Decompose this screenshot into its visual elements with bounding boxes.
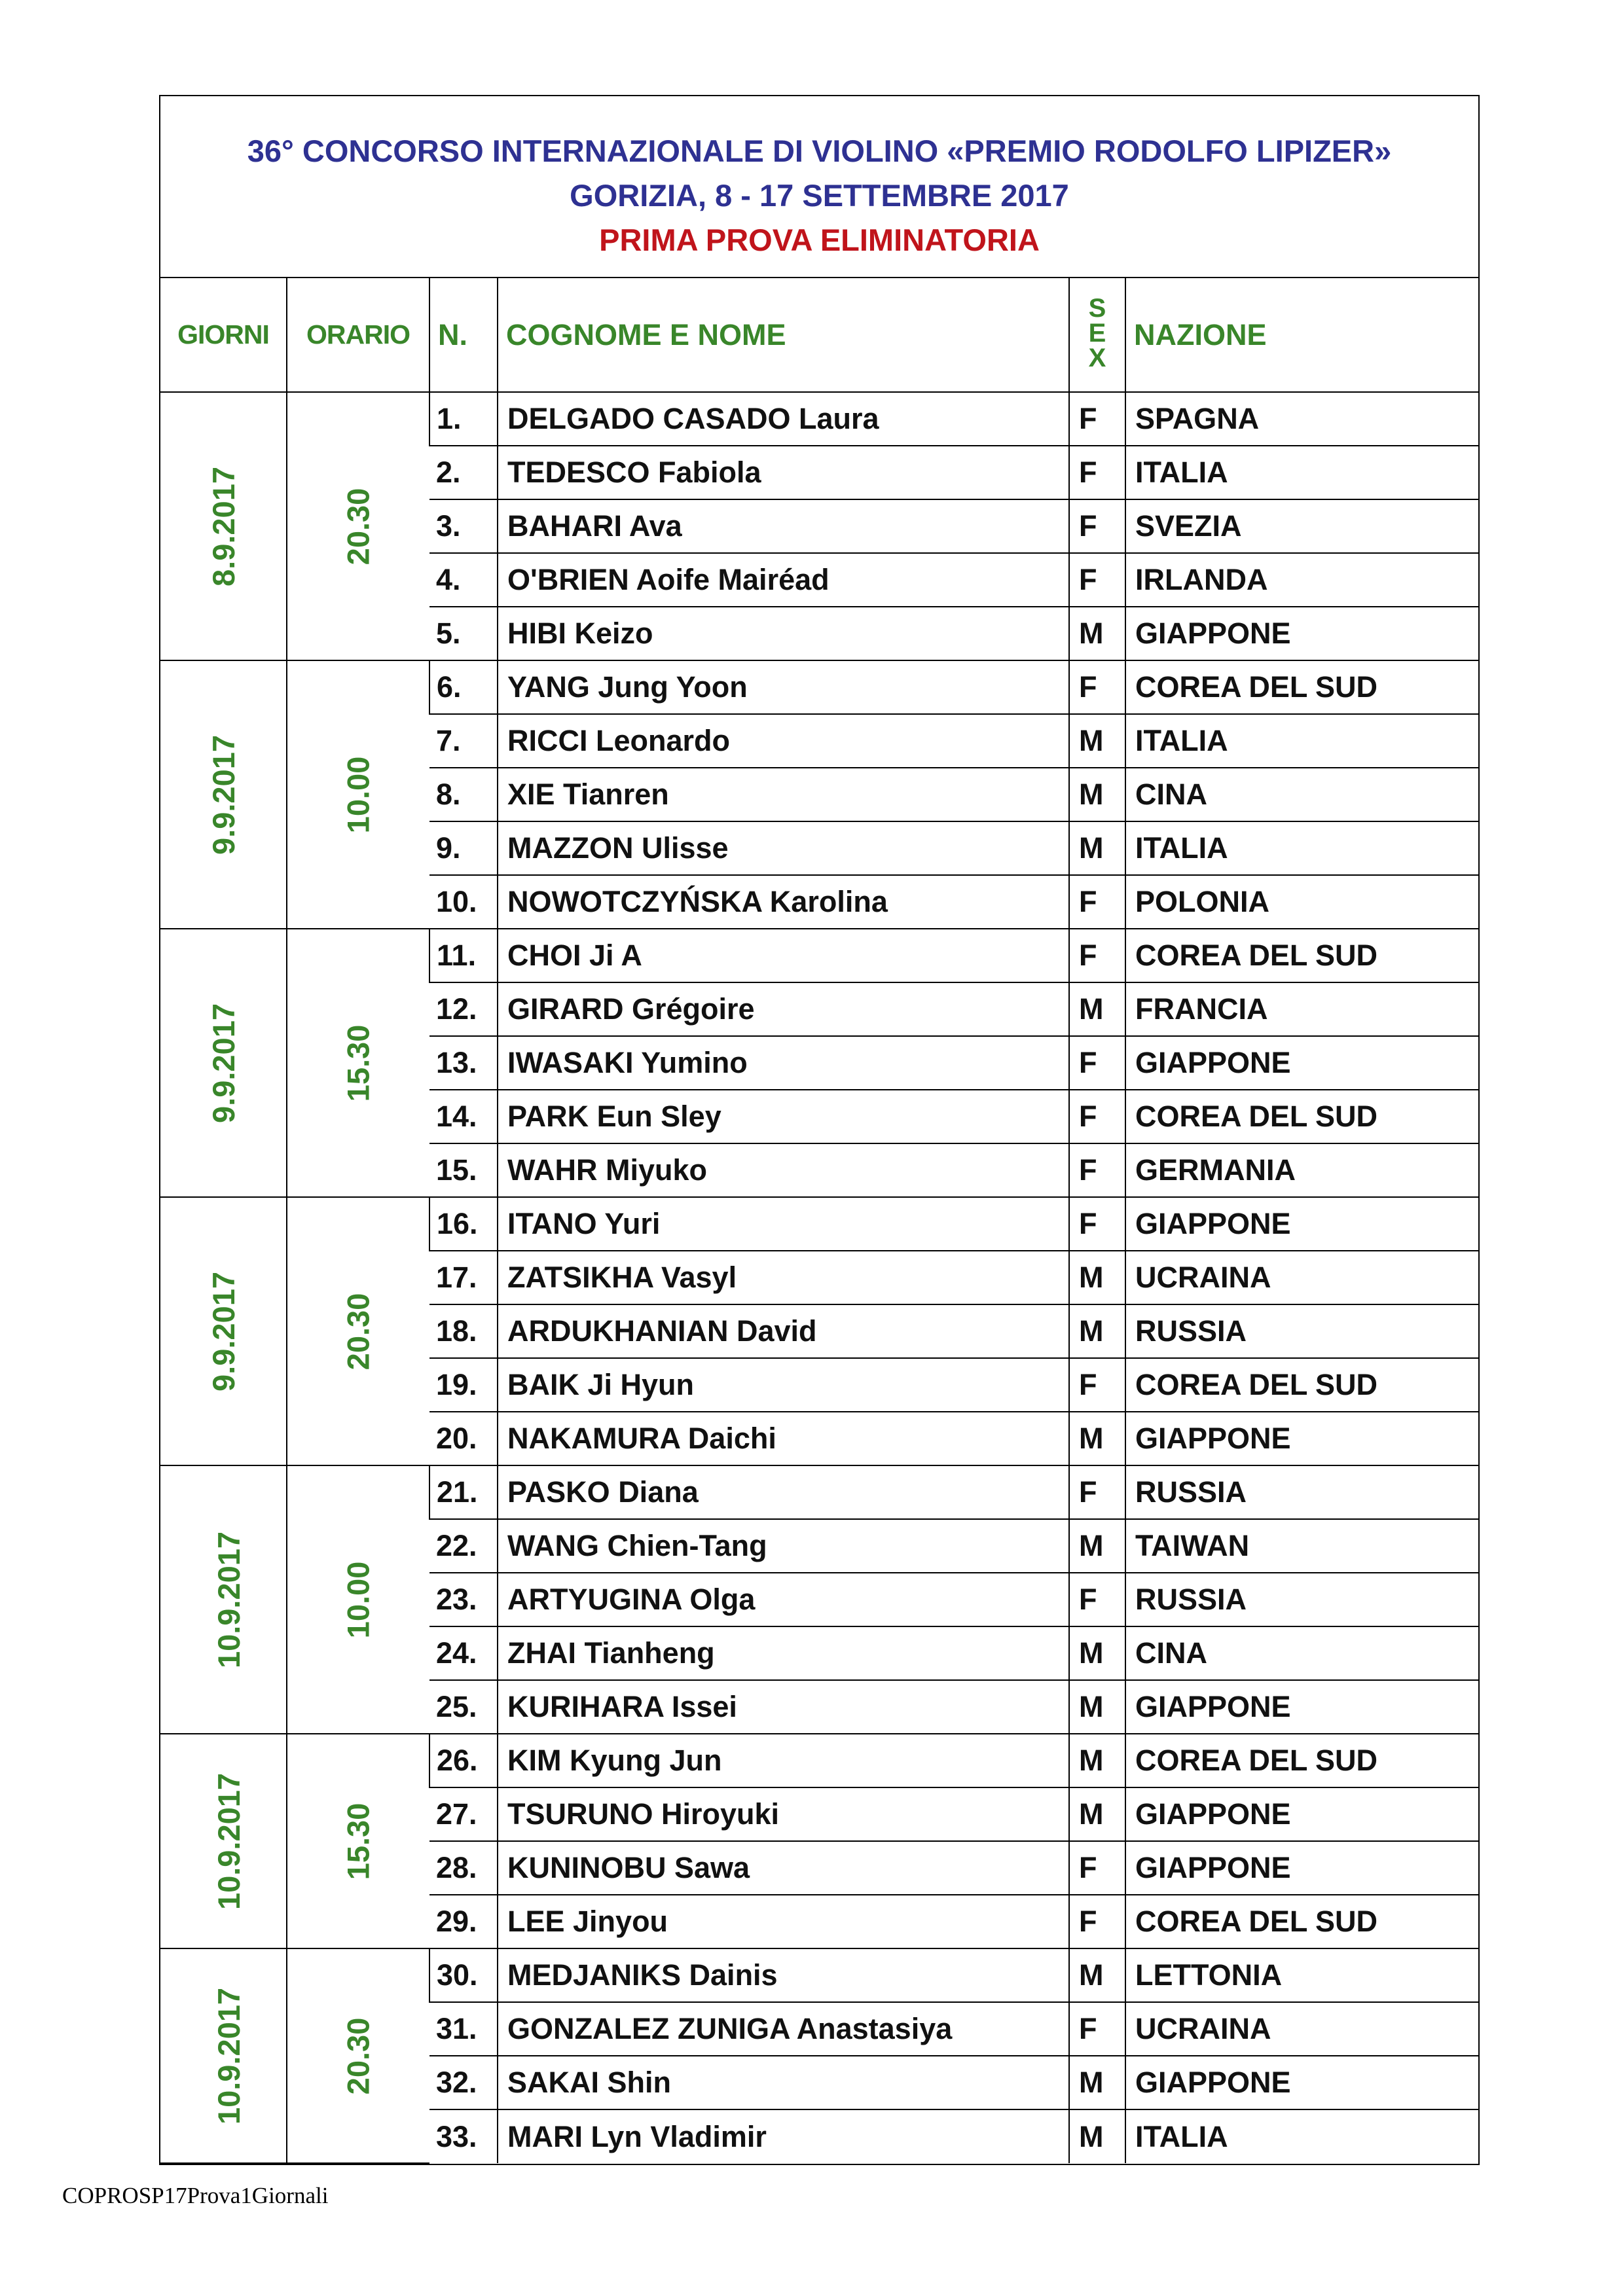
participant-nation: CINA <box>1125 768 1480 821</box>
participant-name: MEDJANIKS Dainis <box>498 1948 1069 2002</box>
time-label: 10.00 <box>340 756 376 833</box>
time-cell <box>287 1465 429 1734</box>
participant-name: RICCI Leonardo <box>498 714 1069 768</box>
day-label: 10.9.2017 <box>211 1531 247 1668</box>
participant-name: GIRARD Grégoire <box>498 982 1069 1036</box>
participant-sex: M <box>1069 1412 1125 1465</box>
participant-name: YANG Jung Yoon <box>498 660 1069 714</box>
participant-number: 5. <box>429 607 498 660</box>
participant-sex: M <box>1069 1734 1125 1787</box>
day-cell <box>160 1948 287 2163</box>
day-cell <box>160 929 287 1197</box>
participant-name: KUNINOBU Sawa <box>498 1841 1069 1895</box>
participant-nation: ITALIA <box>1125 714 1480 768</box>
participant-name: HIBI Keizo <box>498 607 1069 660</box>
time-label: 15.30 <box>340 1024 376 1102</box>
participant-number: 32. <box>429 2056 498 2109</box>
participant-number: 31. <box>429 2002 498 2056</box>
participant-sex: M <box>1069 982 1125 1036</box>
participant-sex: F <box>1069 446 1125 499</box>
participant-sex: F <box>1069 1090 1125 1143</box>
participant-nation: RUSSIA <box>1125 1573 1480 1626</box>
participant-name: MAZZON Ulisse <box>498 821 1069 875</box>
participant-name: GONZALEZ ZUNIGA Anastasiya <box>498 2002 1069 2056</box>
participant-number: 27. <box>429 1787 498 1841</box>
participant-number: 2. <box>429 446 498 499</box>
participant-nation: SPAGNA <box>1125 392 1480 446</box>
participant-sex: F <box>1069 875 1125 929</box>
schedule-sheet <box>159 95 1480 2165</box>
participant-number: 26. <box>429 1734 498 1787</box>
participant-sex: M <box>1069 1304 1125 1358</box>
participant-name: TSURUNO Hiroyuki <box>498 1787 1069 1841</box>
participant-sex: F <box>1069 929 1125 982</box>
participant-name: PASKO Diana <box>498 1465 1069 1519</box>
column-header-name: COGNOME E NOME <box>498 278 1069 392</box>
participant-name: LEE Jinyou <box>498 1895 1069 1948</box>
participant-nation: LETTONIA <box>1125 1948 1480 2002</box>
participant-name: DELGADO CASADO Laura <box>498 392 1069 446</box>
participant-number: 12. <box>429 982 498 1036</box>
participant-number: 33. <box>436 2119 477 2153</box>
participant-nation: GIAPPONE <box>1125 1197 1480 1251</box>
day-label: 10.9.2017 <box>211 1987 247 2125</box>
time-cell <box>287 929 429 1197</box>
column-header-number: N. <box>429 278 498 392</box>
participant-name: SAKAI Shin <box>498 2056 1069 2109</box>
time-label: 20.30 <box>340 488 376 565</box>
time-label: 20.30 <box>340 1293 376 1370</box>
participant-name: XIE Tianren <box>498 768 1069 821</box>
participant-name: ZATSIKHA Vasyl <box>498 1251 1069 1304</box>
participant-name: KURIHARA Issei <box>498 1680 1069 1734</box>
day-cell <box>160 1197 287 1465</box>
round-title: PRIMA PROVA ELIMINATORIA <box>599 223 1040 257</box>
participant-name: TEDESCO Fabiola <box>498 446 1069 499</box>
participant-nation: ITALIA <box>1125 2109 1480 2163</box>
participant-name: BAHARI Ava <box>498 499 1069 553</box>
participant-sex: M <box>1069 1787 1125 1841</box>
participant-nation: POLONIA <box>1125 875 1480 929</box>
participant-number: 9. <box>429 821 498 875</box>
participant-sex: M <box>1069 1519 1125 1573</box>
participant-nation: GIAPPONE <box>1125 1412 1480 1465</box>
participant-nation: TAIWAN <box>1125 1519 1480 1573</box>
document-header <box>160 96 1478 278</box>
participant-nation: GIAPPONE <box>1125 1036 1480 1090</box>
participant-name: ARDUKHANIAN David <box>498 1304 1069 1358</box>
participants-table <box>160 278 1480 2164</box>
column-header-sex <box>1069 278 1125 392</box>
participant-nation: IRLANDA <box>1125 553 1480 607</box>
participant-name: O'BRIEN Aoife Mairéad <box>498 553 1069 607</box>
file-reference: COPROSP17Prova1Giornali <box>62 2183 329 2208</box>
participant-name: NOWOTCZYŃSKA Karolina <box>498 875 1069 929</box>
time-cell <box>287 1948 429 2163</box>
time-label: 20.30 <box>340 2017 376 2094</box>
participant-sex: M <box>1069 2056 1125 2109</box>
participant-nation: RUSSIA <box>1125 1304 1480 1358</box>
participant-name: KIM Kyung Jun <box>498 1734 1069 1787</box>
participant-nation: UCRAINA <box>1125 1251 1480 1304</box>
sex-vertical-label: S E X <box>1088 294 1106 372</box>
day-cell <box>160 1465 287 1734</box>
participant-sex: F <box>1069 1143 1125 1197</box>
participant-number: 21. <box>429 1465 498 1519</box>
day-cell <box>160 1734 287 1948</box>
table-row <box>160 392 1480 446</box>
location-dates: GORIZIA, 8 - 17 SETTEMBRE 2017 <box>570 178 1069 213</box>
participant-number: 22. <box>429 1519 498 1573</box>
participant-sex: M <box>1069 1680 1125 1734</box>
participant-name: WAHR Miyuko <box>498 1143 1069 1197</box>
participant-number: 30. <box>429 1948 498 2002</box>
participant-sex: F <box>1069 1465 1125 1519</box>
table-row <box>160 1197 1480 1251</box>
participant-nation: COREA DEL SUD <box>1125 1090 1480 1143</box>
participant-nation: UCRAINA <box>1125 2002 1480 2056</box>
participant-sex: M <box>1069 607 1125 660</box>
participant-name: IWASAKI Yumino <box>498 1036 1069 1090</box>
participant-nation: RUSSIA <box>1125 1465 1480 1519</box>
participant-nation: GERMANIA <box>1125 1143 1480 1197</box>
participant-name: ARTYUGINA Olga <box>498 1573 1069 1626</box>
time-cell <box>287 1197 429 1465</box>
participant-nation: COREA DEL SUD <box>1125 1895 1480 1948</box>
time-cell <box>287 660 429 929</box>
participant-number: 24. <box>429 1626 498 1680</box>
participant-sex: M <box>1069 1626 1125 1680</box>
participant-sex: F <box>1069 1841 1125 1895</box>
time-cell <box>287 1734 429 1948</box>
participant-name: ZHAI Tianheng <box>498 1626 1069 1680</box>
participant-number: 8. <box>429 768 498 821</box>
participant-nation: FRANCIA <box>1125 982 1480 1036</box>
participant-name: WANG Chien-Tang <box>498 1519 1069 1573</box>
column-header-orario: ORARIO <box>287 278 429 392</box>
day-cell <box>160 392 287 660</box>
participant-number: 17. <box>429 1251 498 1304</box>
participant-nation: CINA <box>1125 1626 1480 1680</box>
participant-nation: GIAPPONE <box>1125 1680 1480 1734</box>
participant-number: 3. <box>429 499 498 553</box>
participant-number: 23. <box>429 1573 498 1626</box>
day-cell <box>160 660 287 929</box>
participant-number: 19. <box>429 1358 498 1412</box>
table-row <box>160 1948 1480 2002</box>
participant-number: 25. <box>429 1680 498 1734</box>
participant-number: 1. <box>429 392 498 446</box>
participant-number: 4. <box>429 553 498 607</box>
participant-sex: F <box>1069 1197 1125 1251</box>
day-label: 8.9.2017 <box>206 466 241 586</box>
participant-name: PARK Eun Sley <box>498 1090 1069 1143</box>
participant-nation: GIAPPONE <box>1125 1841 1480 1895</box>
time-label: 10.00 <box>340 1561 376 1638</box>
participant-sex: M <box>1069 2109 1125 2163</box>
table-row <box>160 1465 1480 1519</box>
day-label: 10.9.2017 <box>211 1772 247 1910</box>
participant-name: ITANO Yuri <box>498 1197 1069 1251</box>
participant-sex: F <box>1069 392 1125 446</box>
table-row <box>160 929 1480 982</box>
participant-number: 14. <box>429 1090 498 1143</box>
participant-sex: F <box>1069 553 1125 607</box>
participant-sex: F <box>1069 2002 1125 2056</box>
participant-nation: COREA DEL SUD <box>1125 1734 1480 1787</box>
participant-nation: GIAPPONE <box>1125 607 1480 660</box>
participant-sex: F <box>1069 1895 1125 1948</box>
participant-sex: F <box>1069 499 1125 553</box>
participant-nation: COREA DEL SUD <box>1125 929 1480 982</box>
table-row <box>160 1734 1480 1787</box>
participant-nation: GIAPPONE <box>1125 2056 1480 2109</box>
participant-nation: ITALIA <box>1125 821 1480 875</box>
participant-sex: M <box>1069 1251 1125 1304</box>
participant-number: 15. <box>429 1143 498 1197</box>
day-label: 9.9.2017 <box>206 1271 241 1391</box>
participant-number: 6. <box>429 660 498 714</box>
participant-number: 7. <box>429 714 498 768</box>
participant-name: NAKAMURA Daichi <box>498 1412 1069 1465</box>
participant-sex: F <box>1069 660 1125 714</box>
participant-number: 29. <box>429 1895 498 1948</box>
time-label: 15.30 <box>340 1803 376 1880</box>
table-header-row <box>160 278 1480 392</box>
table-row <box>160 660 1480 714</box>
participant-number: 10. <box>429 875 498 929</box>
day-label: 9.9.2017 <box>206 1003 241 1123</box>
participant-sex: F <box>1069 1573 1125 1626</box>
participant-number: 11. <box>429 929 498 982</box>
participant-sex: M <box>1069 821 1125 875</box>
participant-sex: F <box>1069 1358 1125 1412</box>
participant-nation: COREA DEL SUD <box>1125 1358 1480 1412</box>
participant-number: 16. <box>429 1197 498 1251</box>
participant-name: BAIK Ji Hyun <box>498 1358 1069 1412</box>
column-header-giorni: GIORNI <box>160 278 287 392</box>
participant-number: 20. <box>429 1412 498 1465</box>
time-cell <box>287 392 429 660</box>
competition-title: 36° CONCORSO INTERNAZIONALE DI VIOLINO «PREMIO RODOLFO LIPIZER» <box>247 134 1392 168</box>
participant-name: MARI Lyn Vladimir <box>498 2109 1069 2163</box>
participant-number: 28. <box>429 1841 498 1895</box>
participant-sex: F <box>1069 1036 1125 1090</box>
participant-sex: M <box>1069 1948 1125 2002</box>
day-label: 9.9.2017 <box>206 734 241 855</box>
participant-nation: ITALIA <box>1125 446 1480 499</box>
participant-nation: GIAPPONE <box>1125 1787 1480 1841</box>
participant-nation: COREA DEL SUD <box>1125 660 1480 714</box>
table-body <box>160 392 1480 2163</box>
participant-sex: M <box>1069 714 1125 768</box>
participant-number: 18. <box>429 1304 498 1358</box>
participant-nation: SVEZIA <box>1125 499 1480 553</box>
participant-name: CHOI Ji A <box>498 929 1069 982</box>
participant-sex: M <box>1069 768 1125 821</box>
column-header-nation: NAZIONE <box>1125 278 1480 392</box>
participant-number: 13. <box>429 1036 498 1090</box>
